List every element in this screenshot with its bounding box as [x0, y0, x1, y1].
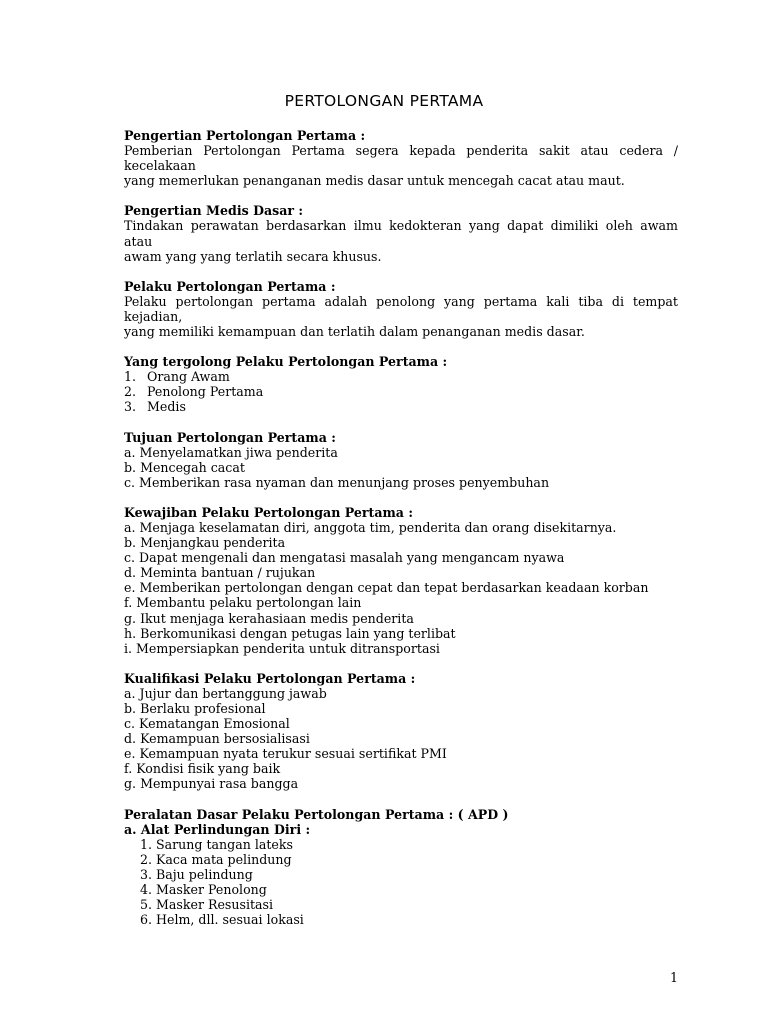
list-item-text: Medis: [147, 399, 186, 415]
section-yang-tergolong: [124, 354, 678, 414]
paragraph-line: Tindakan perawatan berdasarkan ilmu kedokteran yang dapat dimiliki oleh awam atau: [124, 218, 678, 249]
list-item: [124, 384, 678, 399]
document-body: [124, 128, 678, 942]
section-subheading: a. Alat Perlindungan Diri :: [124, 821, 311, 837]
list-item: b. Berlaku profesional: [124, 701, 266, 716]
section-heading: Pengertian Pertolongan Pertama :: [124, 128, 366, 143]
list-item: g. Ikut menjaga kerahasiaan medis penderita: [124, 610, 414, 626]
lettered-list: [124, 520, 678, 656]
paragraph-line: Pelaku pertolongan pertama adalah penolong yang pertama kali tiba di tempat kejadian,: [124, 293, 678, 324]
section-heading: Peralatan Dasar Pelaku Pertolongan Pertama : ( APD ): [124, 806, 509, 822]
lettered-list: [124, 445, 678, 490]
list-item: b. Menjangkau penderita: [124, 535, 286, 551]
list-item: a. Menyelamatkan jiwa penderita: [124, 444, 338, 460]
list-item: d. Kemampuan bersosialisasi: [124, 731, 310, 747]
list-item-text: Penolong Pertama: [147, 384, 264, 400]
list-item: f. Kondisi fisik yang baik: [124, 761, 281, 777]
list-item: 6. Helm, dll. sesuai lokasi: [140, 912, 304, 928]
section-kualifikasi: [124, 671, 678, 792]
section-heading: Pelaku Pertolongan Pertama :: [124, 278, 336, 294]
paragraph-line: awam yang yang terlatih secara khusus.: [124, 248, 382, 264]
list-item: d. Meminta bantuan / rujukan: [124, 565, 316, 581]
list-item: 4. Masker Penolong: [140, 882, 267, 898]
list-item: [124, 369, 678, 384]
list-item: 5. Masker Resusitasi: [140, 897, 274, 913]
list-item: c. Kematangan Emosional: [124, 716, 290, 732]
section-heading: Kualifikasi Pelaku Pertolongan Pertama :: [124, 670, 416, 686]
paragraph-line: yang memerlukan penanganan medis dasar untuk mencegah cacat atau maut.: [124, 173, 625, 189]
list-item: [124, 399, 678, 414]
page-number: 1: [669, 970, 678, 985]
list-number: 1.: [124, 369, 137, 385]
section-heading: Kewajiban Pelaku Pertolongan Pertama :: [124, 504, 414, 520]
list-item: b. Mencegah cacat: [124, 459, 245, 475]
lettered-list: [124, 686, 678, 792]
list-item: g. Mempunyai rasa bangga: [124, 776, 299, 792]
list-item: c. Memberikan rasa nyaman dan menunjang proses penyembuhan: [124, 474, 550, 490]
paragraph-line: yang memiliki kemampuan dan terlatih dalam penanganan medis dasar.: [124, 324, 585, 340]
section-pelaku-pertolongan-pertama: [124, 279, 678, 339]
list-item: i. Mempersiapkan penderita untuk ditransportasi: [124, 640, 440, 656]
list-item: f. Membantu pelaku pertolongan lain: [124, 595, 362, 611]
paragraph-line: Pemberian Pertolongan Pertama segera kepada penderita sakit atau cedera / kecelakaan: [124, 143, 678, 174]
section-tujuan: [124, 430, 678, 490]
section-heading: Pengertian Medis Dasar :: [124, 203, 304, 219]
section-heading: Yang tergolong Pelaku Pertolongan Pertama :: [124, 354, 448, 370]
list-number: 2.: [124, 384, 137, 400]
numbered-sublist: [124, 837, 678, 928]
list-number: 3.: [124, 399, 137, 415]
section-pengertian-medis-dasar: [124, 203, 678, 263]
document-title: PERTOLONGAN PERTAMA: [284, 92, 484, 110]
list-item: a. Menjaga keselamatan diri, anggota tim, penderita dan orang disekitarnya.: [124, 519, 617, 535]
list-item-text: Orang Awam: [147, 369, 230, 385]
list-item: 2. Kaca mata pelindung: [140, 851, 292, 867]
section-peralatan-dasar: [124, 807, 678, 928]
list-item: c. Dapat mengenali dan mengatasi masalah yang mengancam nyawa: [124, 550, 565, 566]
numbered-list: [124, 369, 678, 414]
section-heading: Tujuan Pertolongan Pertama :: [124, 429, 336, 445]
list-item: 1. Sarung tangan lateks: [140, 836, 293, 852]
list-item: 3. Baju pelindung: [140, 866, 253, 882]
list-item: h. Berkomunikasi dengan petugas lain yang terlibat: [124, 625, 456, 641]
list-item: a. Jujur dan bertanggung jawab: [124, 685, 327, 701]
list-item: e. Memberikan pertolongan dengan cepat dan tepat berdasarkan keadaan korban: [124, 580, 649, 596]
section-kewajiban: [124, 505, 678, 656]
list-item: e. Kemampuan nyata terukur sesuai sertifikat PMI: [124, 746, 447, 762]
section-pengertian-pertolongan-pertama: [124, 128, 678, 188]
